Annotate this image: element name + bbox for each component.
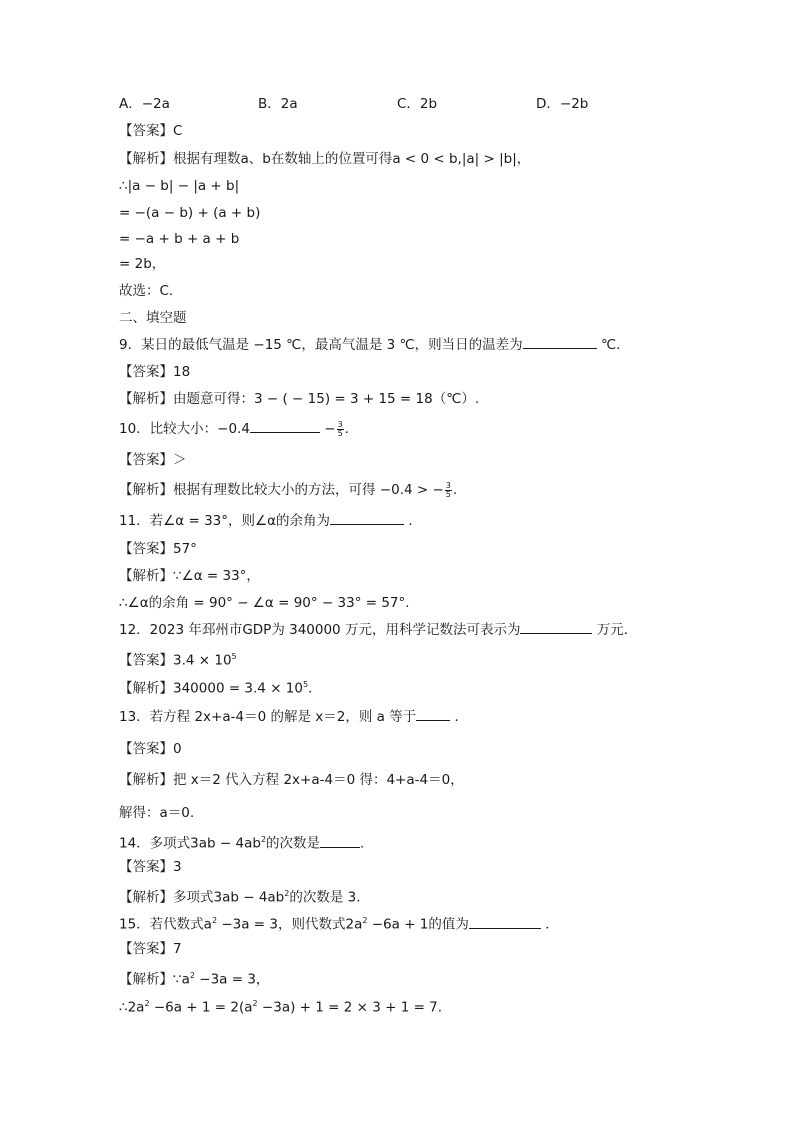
q9-question-unit: ℃． (600, 337, 630, 353)
q10-question-text: 10．比较大小：−0.4 (119, 421, 250, 437)
q12-analysis-end: ． (308, 680, 322, 697)
fraction-numerator: 3 (445, 480, 451, 490)
exponent: 2 (144, 999, 150, 1008)
q11-answer: 【答案】57° (119, 541, 197, 557)
q10-question (119, 420, 349, 438)
q15-question-text: 15．若代数式a (119, 916, 212, 933)
q10-analysis-end: . (452, 482, 458, 498)
q10-answer: 【答案】＞ (119, 452, 187, 468)
q11-question-end: ． (408, 513, 422, 529)
option-b: B．2a (258, 96, 298, 112)
q12-analysis-text: 【解析】340000 = 3.4 × 10 (119, 680, 303, 697)
q10-neg-sign: − (324, 421, 336, 437)
q11-question-text: 11．若∠α = 33°，则∠α的余角为 (119, 513, 331, 529)
fraction (445, 482, 452, 499)
q15-analysis (119, 967, 269, 989)
q14-question-mid: 的次数是 (266, 835, 321, 852)
q8-step-3: = −a + b + a + b (119, 231, 240, 247)
q11-question (119, 512, 422, 530)
q13-question-end: ． (454, 709, 468, 725)
q12-question-text: 12．2023 年邳州市GDP为 340000 万元，用科学记数法可表示为 (119, 622, 521, 638)
q11-conclusion: ∴∠α的余角 = 90° − ∠α = 90° − 33° = 57°. (119, 595, 410, 611)
q15-question-mid2: −6a + 1的值为 (367, 916, 469, 933)
q15-question (119, 912, 559, 934)
option-d: D．−2b (536, 96, 589, 112)
exponent: 2 (211, 916, 218, 925)
q8-choose: 故选：C． (119, 283, 183, 299)
q15-concl-pre: ∴2a (119, 999, 145, 1016)
q14-question-text: 14．多项式3ab − 4ab (119, 835, 261, 852)
option-c: C．2b (397, 96, 438, 112)
exponent: 2 (252, 999, 258, 1008)
q9-analysis: 【解析】由题意可得：3 − ( − 15) = 3 + 15 = 18（℃）. (119, 391, 480, 407)
answer-blank (520, 621, 592, 634)
q12-question-unit: 万元． (596, 622, 638, 638)
answer-blank (416, 708, 450, 721)
q10-end: . (344, 421, 349, 437)
q15-concl-end: −3a) + 1 = 2 × 3 + 1 = 7. (257, 999, 443, 1016)
q8-step-4: = 2b， (119, 256, 166, 272)
q8-step-2: = −(a − b) + (a + b) (119, 205, 261, 221)
q9-question-text: 9．某日的最低气温是 −15 ℃，最高气温是 3 ℃，则当日的温差为 (119, 337, 523, 353)
q13-answer: 【答案】0 (119, 741, 182, 757)
q14-analysis-text: 【解析】多项式3ab − 4ab (119, 889, 285, 906)
q15-answer: 【答案】7 (119, 941, 182, 957)
q12-answer-text: 【答案】3.4 × 10 (119, 652, 232, 669)
fraction-denominator: 5 (337, 428, 343, 438)
q14-analysis (119, 885, 361, 907)
q15-question-end: ． (545, 916, 559, 933)
q13-question-text: 13．若方程 2x+a-4＝0 的解是 x＝2，则 a 等于 (119, 709, 417, 725)
fraction-numerator: 3 (337, 419, 343, 429)
q12-answer (119, 648, 237, 670)
q15-question-mid: −3a = 3，则代数式2a (217, 916, 363, 933)
q9-answer: 【答案】18 (119, 364, 191, 380)
q15-analysis-end: −3a = 3， (194, 971, 270, 988)
answer-blank (523, 336, 597, 349)
exponent: 2 (284, 889, 290, 898)
answer-blank (250, 420, 320, 433)
exponent: 2 (362, 916, 368, 925)
q14-answer: 【答案】3 (119, 859, 182, 875)
q8-step-1: ∴|a − b| − |a + b| (119, 178, 240, 194)
q11-analysis: 【解析】∵∠α = 33°， (119, 568, 260, 584)
q13-question (119, 708, 468, 726)
q15-conclusion (119, 995, 442, 1017)
q13-analysis: 【解析】把 x＝2 代入方程 2x+a-4＝0 得：4+a-4＝0， (119, 772, 464, 788)
q10-analysis-text: 【解析】根据有理数比较大小的方法，可得 −0.4 > − (119, 482, 444, 498)
q10-analysis (119, 481, 457, 499)
fraction-denominator: 5 (445, 489, 451, 499)
q14-question (119, 831, 364, 853)
exponent: 5 (302, 680, 309, 689)
q12-analysis (119, 676, 322, 698)
exponent: 2 (189, 971, 195, 980)
answer-blank (469, 916, 541, 929)
q8-answer: 【答案】C (119, 123, 183, 139)
q14-question-end: . (360, 835, 365, 852)
q13-solve: 解得：a＝0. (119, 805, 195, 821)
q15-concl-mid: −6a + 1 = 2(a (149, 999, 253, 1016)
exponent: 5 (231, 652, 237, 661)
section-title: 二、填空题 (119, 310, 187, 326)
answer-blank (330, 512, 404, 525)
q14-analysis-end: 的次数是 3. (289, 889, 361, 906)
exponent: 2 (260, 835, 267, 844)
fraction (337, 421, 344, 438)
answer-blank (320, 835, 360, 848)
q12-question (119, 621, 637, 639)
q9-question (119, 336, 630, 354)
q8-analysis: 【解析】根据有理数a、b在数轴上的位置可得a < 0 < b,|a| > |b|， (119, 151, 531, 167)
q15-analysis-text: 【解析】∵a (119, 971, 190, 988)
option-a: A．−2a (119, 96, 170, 112)
